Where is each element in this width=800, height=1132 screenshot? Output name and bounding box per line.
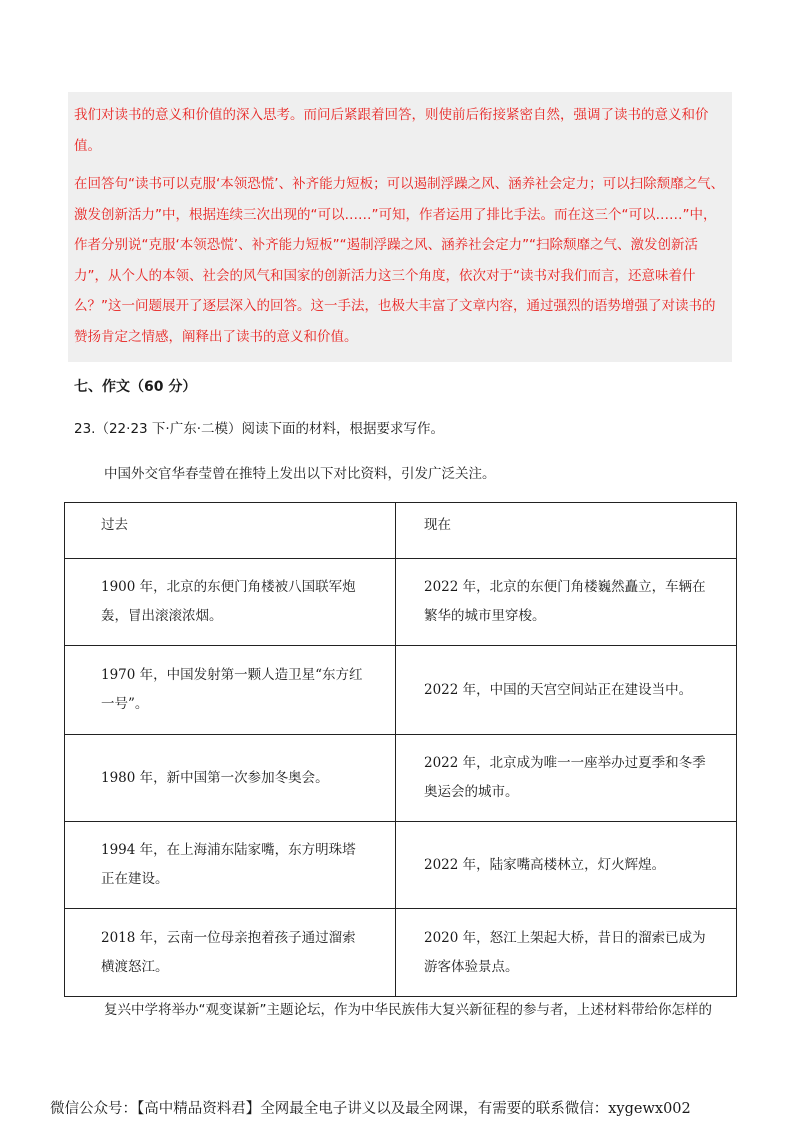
answer-analysis-box [68, 92, 732, 362]
cell-past: 1970 年，中国发射第一颗人造卫星“东方红一号”。 [65, 646, 396, 735]
cell-past: 2018 年，云南一位母亲抱着孩子通过溜索横渡怒江。 [65, 909, 396, 997]
footer-watermark: 微信公众号：【高中精品资料君】全网最全电子讲义以及最全网课，有需要的联系微信：xygewx002 [50, 1101, 691, 1117]
table-row [65, 909, 737, 997]
question-stem: 23.（22·23 下·广东·二模）阅读下面的材料，根据要求写作。 [74, 421, 444, 437]
table-row [65, 646, 737, 735]
table-header-row [65, 503, 737, 559]
cell-present: 2022 年，北京的东便门角楼巍然矗立，车辆在繁华的城市里穿梭。 [396, 559, 737, 646]
header-past: 过去 [65, 503, 396, 559]
cell-present: 2022 年，北京成为唯一一座举办过夏季和冬季奥运会的城市。 [396, 735, 737, 822]
cell-past: 1980 年，新中国第一次参加冬奥会。 [65, 735, 396, 822]
material-intro: 中国外交官华春莹曾在推特上发出以下对比资料，引发广泛关注。 [104, 466, 496, 482]
cell-past: 1900 年，北京的东便门角楼被八国联军炮轰，冒出滚滚浓烟。 [65, 559, 396, 646]
comparison-table [64, 502, 737, 997]
cell-present: 2020 年，怒江上架起大桥，昔日的溜索已成为游客体验景点。 [396, 909, 737, 997]
table-row [65, 735, 737, 822]
table-row [65, 822, 737, 909]
answer-paragraph-1: 我们对读书的意义和价值的深入思考。而问后紧跟着回答，则使前后衔接紧密自然，强调了读书的意义和价值。 [74, 107, 709, 154]
header-present: 现在 [396, 503, 737, 559]
answer-paragraph-2: 在回答句“读书可以克服‘本领恐慌’、补齐能力短板；可以遏制浮躁之风、涵养社会定力；可以扫除颓靡之气、激发创新活力”中，根据连续三次出现的“可以……”可知，作者运用了排比手法。而在这三个“可以……”中，作者分别说“克服‘本领恐慌’、补齐能力短板”“遏制浮躁之风、涵养社会定力”“扫除颓靡之气、激发创新活力”，从个人的本领、社会的风气和国家的创新活力这三个角度，依次对于“读书对我们而言，还意味着什么？”这一问题展开了逐层深入的回答。这一手法，也极大丰富了文章内容，通过强烈的语势增强了对读书的赞扬肯定之情感，阐释出了读书的意义和价值。 [74, 176, 725, 345]
cell-present: 2022 年，中国的天宫空间站正在建设当中。 [396, 646, 737, 735]
section-title: 七、作文（60 分） [74, 379, 197, 395]
table-row [65, 559, 737, 646]
closing-text: 复兴中学将举办“观变谋新”主题论坛，作为中华民族伟大复兴新征程的参与者，上述材料带给你怎样的 [104, 1002, 712, 1018]
cell-past: 1994 年，在上海浦东陆家嘴，东方明珠塔正在建设。 [65, 822, 396, 909]
cell-present: 2022 年，陆家嘴高楼林立，灯火辉煌。 [396, 822, 737, 909]
